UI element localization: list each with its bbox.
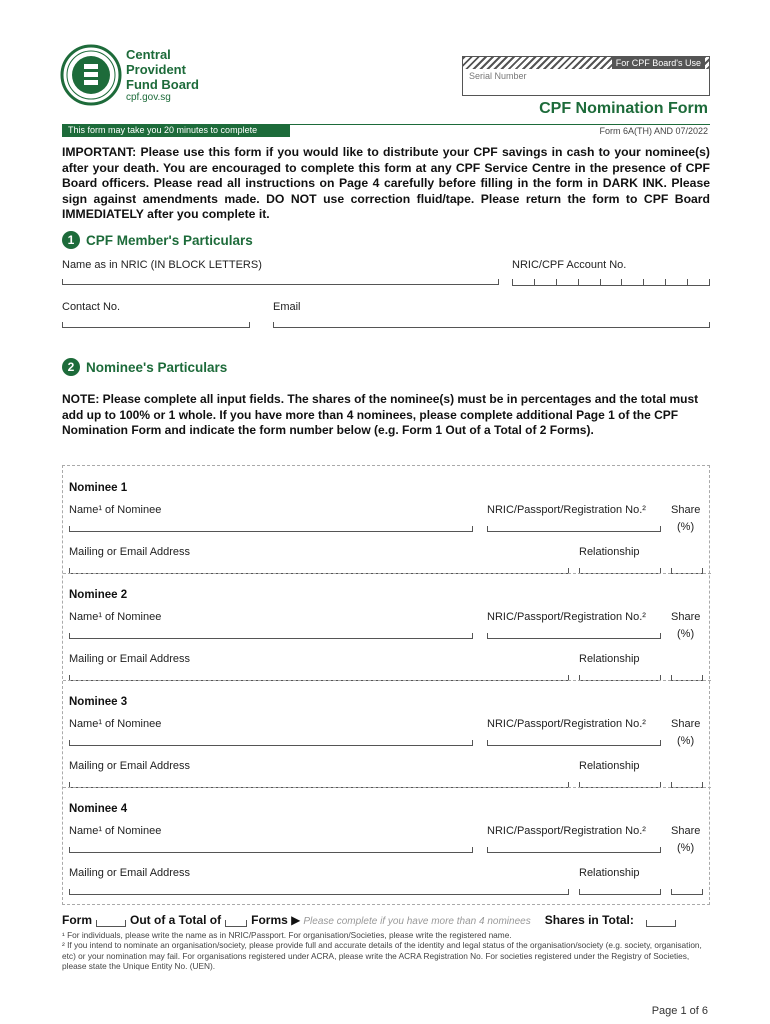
cpf-logo-icon (60, 44, 122, 106)
nominee-address-label: Mailing or Email Address (69, 653, 191, 665)
nominee-block (63, 573, 711, 680)
nominee-block (63, 466, 711, 573)
contact-label: Contact No. (62, 301, 121, 313)
form-code: Form 6A(TH) AND 07/2022 (599, 126, 708, 136)
nominee-share-label: Share (671, 718, 701, 730)
nominee-share-unit: (%) (677, 735, 695, 747)
nominee-share-label: Share (671, 504, 701, 516)
nominee-share-unit: (%) (677, 521, 695, 533)
nominee-name-field[interactable] (69, 633, 473, 639)
nominee-id-field[interactable] (487, 633, 661, 639)
nominee-relationship-field[interactable] (579, 889, 661, 895)
nominee-title: Nominee 4 (69, 803, 128, 815)
forms-label: Forms ▶ (251, 913, 301, 927)
nominee-name-field[interactable] (69, 526, 473, 532)
nominee-title: Nominee 1 (69, 482, 128, 494)
nominee-address-label: Mailing or Email Address (69, 546, 191, 558)
nominees-box (62, 465, 710, 905)
nominee-title: Nominee 2 (69, 589, 128, 601)
nominee-note: NOTE: Please complete all input fields. The shares of the nominee(s) must be in percentages and the total must add up to 100% or 1 whole. If you have more than 4 nominees, please complete additional Page 1 of the CPF Nomination Form and indicate the form number below (e.g. Form 1 Out of a Total of 2 Forms). (62, 392, 699, 437)
page-number: Page 1 of 6 (651, 1005, 708, 1017)
nominee-name-label: Name¹ of Nominee (69, 611, 162, 623)
nominee-address-label: Mailing or Email Address (69, 867, 191, 879)
nominee-relationship-label: Relationship (579, 546, 640, 558)
nominee-share-label: Share (671, 825, 701, 837)
section2-number: 2 (62, 358, 80, 376)
nominee-share-unit: (%) (677, 628, 695, 640)
email-label: Email (273, 301, 301, 313)
shares-total-field[interactable] (646, 920, 676, 927)
nominee-share-field[interactable] (671, 889, 703, 895)
form-number-field[interactable] (96, 920, 126, 927)
name-label: Name as in NRIC (IN BLOCK LETTERS) (62, 259, 262, 271)
footnotes (62, 930, 710, 972)
important-notice: IMPORTANT: Please use this form if you would like to distribute your CPF savings in cash to your nominee(s) after your death. You are encouraged to complete this form at any CPF Service Centre in the presence of CPF Board officers. Please read all instructions on Page 4 carefully before filling in the form in DARK INK. Please sign against amendments made. DO NOT use correction fluid/tape. Please return the form to CPF Board IMMEDIATELY after you complete it. (62, 145, 710, 221)
section2-title: Nominee's Particulars (86, 359, 228, 375)
section1-title: CPF Member's Particulars (86, 232, 253, 248)
forms-hint: Please complete if you have more than 4 nominees (303, 916, 531, 927)
website: cpf.gov.sg (126, 92, 171, 103)
nominee-name-field[interactable] (69, 740, 473, 746)
nominee-id-label: NRIC/Passport/Registration No.² (487, 611, 646, 623)
nric-label: NRIC/CPF Account No. (512, 259, 627, 271)
nominee-relationship-label: Relationship (579, 653, 640, 665)
office-use-box (462, 56, 710, 96)
nominee-share-unit: (%) (677, 842, 695, 854)
nric-field[interactable] (512, 279, 710, 286)
nominee-relationship-label: Relationship (579, 867, 640, 879)
org-name: Central Provident Fund Board (126, 47, 199, 92)
nominee-address-label: Mailing or Email Address (69, 760, 191, 772)
nominee-block (63, 680, 711, 787)
nominee-name-label: Name¹ of Nominee (69, 504, 162, 516)
member-name-field[interactable] (62, 279, 499, 285)
form-count-row (62, 913, 680, 927)
nominee-share-label: Share (671, 611, 701, 623)
nominee-id-label: NRIC/Passport/Registration No.² (487, 825, 646, 837)
nominee-id-field[interactable] (487, 847, 661, 853)
nominee-name-label: Name¹ of Nominee (69, 825, 162, 837)
time-note: This form may take you 20 minutes to complete (62, 124, 290, 137)
total-forms-field[interactable] (225, 920, 247, 927)
footnote-1: ¹ For individuals, please write the name as in NRIC/Passport. For organisation/Societies, please write the registered name. (62, 930, 512, 940)
form-title: CPF Nomination Form (539, 100, 708, 117)
nominee-block (63, 787, 711, 894)
form-label: Form (62, 913, 92, 927)
section2-heading (62, 358, 227, 376)
nominee-id-label: NRIC/Passport/Registration No.² (487, 718, 646, 730)
email-field[interactable] (273, 322, 710, 328)
nominee-title: Nominee 3 (69, 696, 128, 708)
section1-heading (62, 231, 253, 249)
nominee-name-label: Name¹ of Nominee (69, 718, 162, 730)
office-use-label: For CPF Board's Use (612, 57, 705, 69)
nominee-address-field[interactable] (69, 889, 569, 895)
nominee-id-label: NRIC/Passport/Registration No.² (487, 504, 646, 516)
nominee-id-field[interactable] (487, 740, 661, 746)
contact-field[interactable] (62, 322, 250, 328)
nominee-relationship-label: Relationship (579, 760, 640, 772)
serial-label: Serial Number (469, 71, 527, 81)
footnote-2: ² If you intend to nominate an organisation/society, please provide full and accurate details of the identity and legal status of the organisation/society (e.g. society, organisation, etc) or your nomination may fail. For organisations registered under ACRA, please write the ACRA Registration No. For societies registered under the Registry of Societies, please state the Unique Entity No. (UEN). (62, 940, 702, 972)
out-of-label: Out of a Total of (130, 913, 222, 927)
nominee-id-field[interactable] (487, 526, 661, 532)
nominee-name-field[interactable] (69, 847, 473, 853)
section1-number: 1 (62, 231, 80, 249)
shares-total-label: Shares in Total: (544, 913, 634, 927)
title-rule (290, 124, 710, 125)
